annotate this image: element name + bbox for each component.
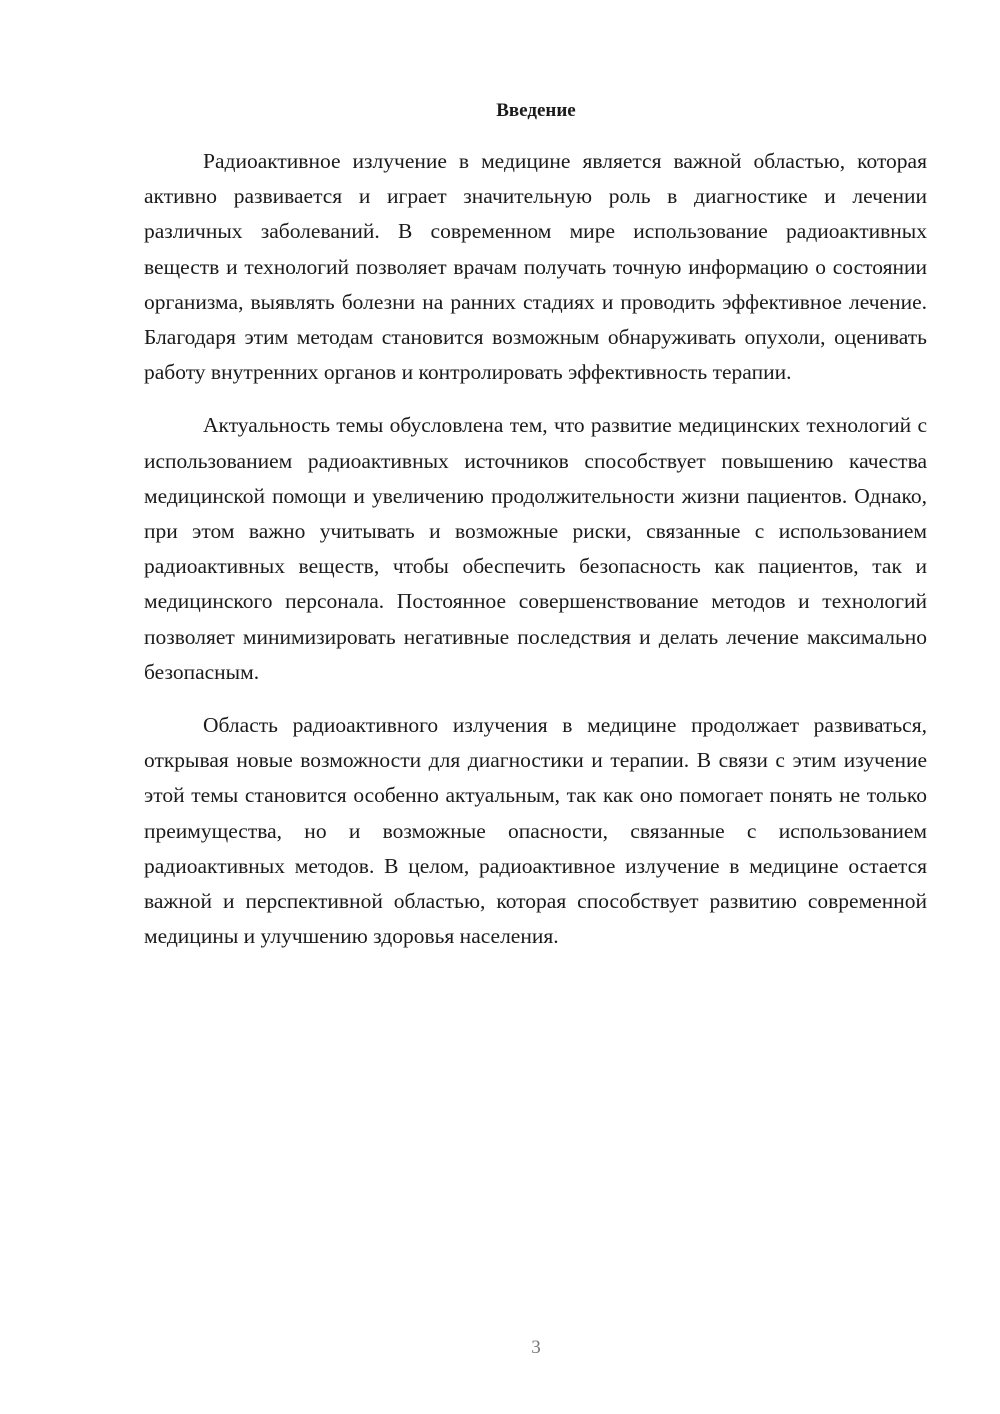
paragraph-conclusion: Область радиоактивного излучения в медицине продолжает развиваться, открывая новые возможности для диагностики и терапии. В связи с этим изучение этой темы становится особенно актуальным, так как оно помогает понять не только преимущества, но и возможные опасности, связанные с использованием радиоактивных методов. В целом, радиоактивное излучение в медицине остается важной и перспективной областью, которая способствует развитию современной медицины и улучшению здоровья населения. <box>144 713 927 949</box>
paragraph-relevance: Актуальность темы обусловлена тем, что развитие медицинских технологий с использованием радиоактивных источников способствует повышению качества медицинской помощи и увеличению продолжительности жизни пациентов. Однако, при этом важно учитывать и возможные риски, связанные с использованием радиоактивных веществ, чтобы обеспечить безопасность как пациентов, так и медицинского персонала. Постоянное совершенствование методов и технологий позволяет минимизировать негативные последствия и делать лечение максимально безопасным. <box>144 413 927 684</box>
paragraph-intro: Радиоактивное излучение в медицине является важной областью, которая активно развивается и играет значительную роль в диагностике и лечении различных заболеваний. В современном мире использование радиоактивных веществ и технологий позволяет врачам получать точную информацию о состоянии организма, выявлять болезни на ранних стадиях и проводить эффективное лечение. Благодаря этим методам становится возможным обнаруживать опухоли, оценивать работу внутренних органов и контролировать эффективность терапии. <box>144 149 927 385</box>
page-title: Введение <box>496 100 576 121</box>
body-text <box>144 144 927 972</box>
page-number: 3 <box>531 1337 541 1358</box>
